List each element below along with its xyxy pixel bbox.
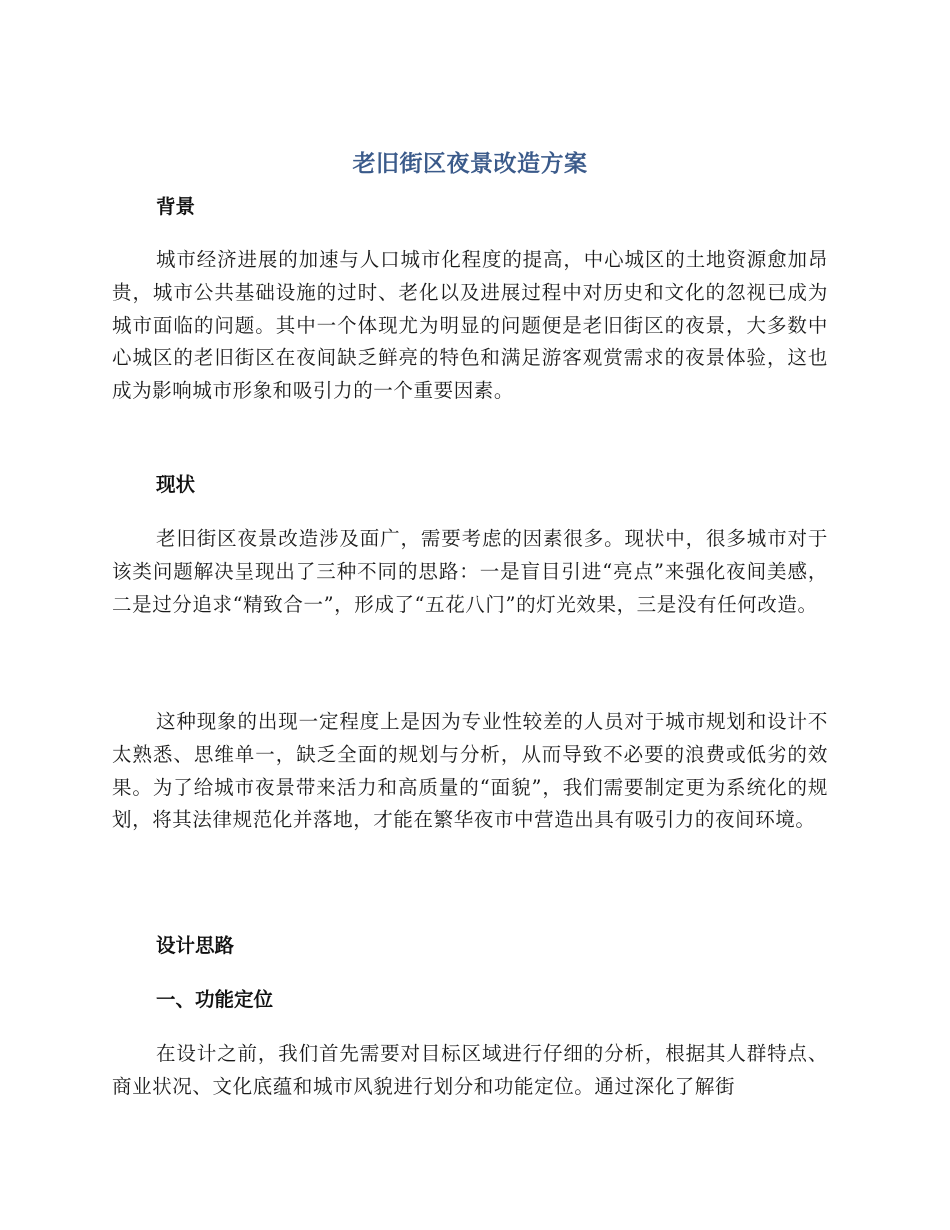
paragraph-status-2: 这种现象的出现一定程度上是因为专业性较差的人员对于城市规划和设计不太熟悉、思维单一，缺乏全面的规划与分析，从而导致不必要的浪费或低劣的效果。为了给城市夜景带来活力和高质量的“面貌”，我们需要制定更为系统化的规划，将其法律规范化并落地，才能在繁华夜市中营造出具有吸引力的夜间环境。 bbox=[112, 710, 828, 832]
paragraph-function-positioning: 在设计之前，我们首先需要对目标区域进行仔细的分析，根据其人群特点、商业状况、文化底蕴和城市风貌进行划分和功能定位。通过深化了解街 bbox=[112, 1042, 828, 1098]
paragraph-background: 城市经济进展的加速与人口城市化程度的提高，中心城区的土地资源愈加昂贵，城市公共基础设施的过时、老化以及进展过程中对历史和文化的忽视已成为城市面临的问题。其中一个体现尤为明显的问题便是老旧街区的夜景，大多数中心城区的老旧街区在夜间缺乏鲜亮的特色和满足游客观赏需求的夜景体验，这也成为影响城市形象和吸引力的一个重要因素。 bbox=[112, 248, 828, 403]
document-title: 老旧街区夜景改造方案 bbox=[352, 151, 588, 177]
subheading-function-positioning: 一、功能定位 bbox=[156, 988, 274, 1011]
section-heading-status: 现状 bbox=[156, 473, 196, 496]
paragraph-status-1: 老旧街区夜景改造涉及面广，需要考虑的因素很多。现状中，很多城市对于该类问题解决呈现出了三种不同的思路：一是盲目引进“亮点”来强化夜间美感，二是过分追求“精致合一”，形成了“五花八门”的灯光效果，三是没有任何改造。 bbox=[112, 527, 828, 616]
section-heading-background: 背景 bbox=[156, 195, 196, 218]
section-heading-design: 设计思路 bbox=[156, 934, 235, 957]
